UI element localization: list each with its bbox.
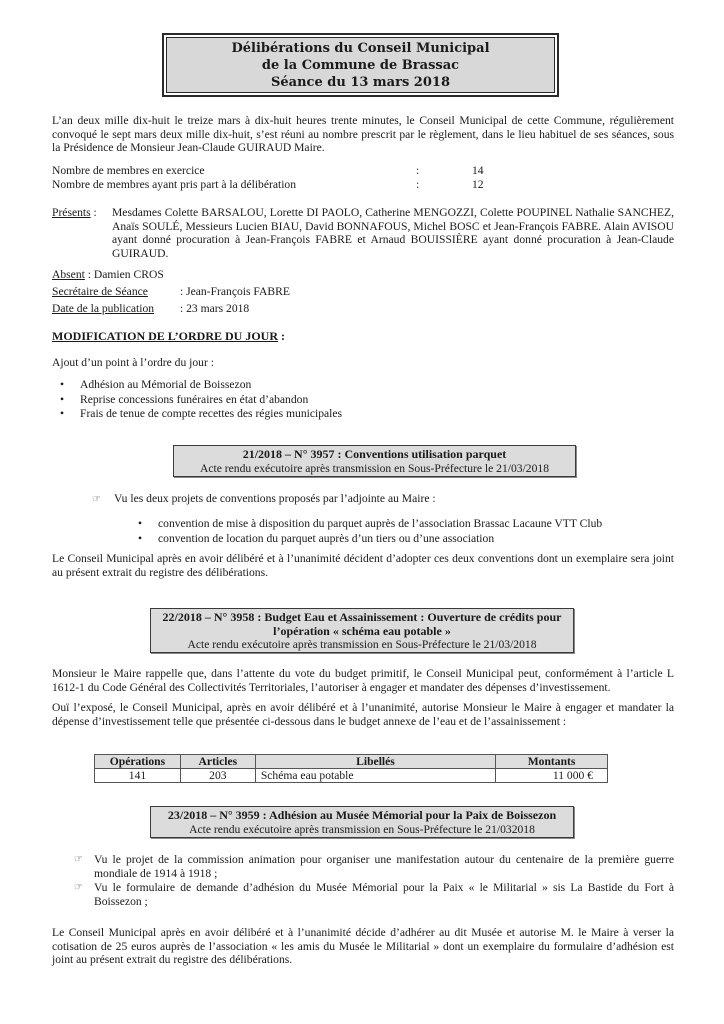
pointing-hand-icon: ☞	[92, 494, 101, 505]
members-row	[52, 164, 674, 178]
document-header	[162, 33, 559, 97]
members-row	[52, 178, 674, 192]
act-2-title-line2: l’opération « schéma eau potable »	[273, 623, 451, 638]
modification-heading: MODIFICATION DE L’ORDRE DU JOUR	[52, 329, 279, 343]
act-1-decision: Le Conseil Municipal après en avoir délibéré et à l’unanimité décident d’adopter ces deux conventions dont un exemplaire sera joint au présent extrait du registre des délibérations.	[52, 552, 674, 579]
act-1-box	[173, 445, 576, 477]
publication-value: : 23 mars 2018	[180, 302, 250, 315]
pointing-hand-icon: ☞	[74, 882, 83, 893]
act-2-subtitle: Acte rendu exécutoire après transmission en Sous-Préfecture le 21/03/2018	[187, 638, 537, 651]
publication-line	[52, 302, 452, 316]
presents-block	[52, 206, 674, 260]
members-value: 12	[472, 178, 484, 191]
cell-article: 203	[180, 769, 255, 783]
publication-label: Date de la publication	[52, 302, 155, 315]
act-1-list	[130, 517, 690, 546]
act-3-vu-block	[74, 853, 674, 908]
absent-line	[52, 268, 164, 282]
pointing-hand-icon: ☞	[74, 854, 83, 865]
modification-intro: Ajout d’un point à l’ordre du jour :	[52, 356, 214, 369]
modification-heading-wrap	[52, 330, 285, 344]
header-title: Délibérations du Conseil Municipal	[231, 41, 490, 56]
act-3-subtitle: Acte rendu exécutoire après transmission en Sous-Préfecture le 21/032018	[189, 822, 535, 836]
intro-paragraph: L’an deux mille dix-huit le treize mars à dix-huit heures trente minutes, le Conseil Municipal de cette Commune, régulièrement convoqué le sept mars deux mille dix-huit, s’est réuni au nombre prescrit par le règlement, dans le lieu habituel de ses séances, sous la Présidence de Monsieur Jean-Claude GUIRAUD Maire.	[52, 114, 674, 154]
act-2-box	[150, 608, 574, 653]
list-item: • Frais de tenue de compte recettes des régies municipales	[52, 407, 652, 422]
column-header: Montants	[496, 755, 608, 769]
act-2-title-line1: 22/2018 – N° 3958 : Budget Eau et Assainissement : Ouverture de crédits pour	[162, 610, 562, 624]
secretaire-value: : Jean-François FABRE	[180, 285, 290, 298]
act-3-vu-text: Vu le projet de la commission animation pour organiser une manifestation autour du centenaire de la première guerre mondiale de 1914 à 1918 ;	[94, 853, 674, 880]
column-header: Articles	[180, 755, 255, 769]
members-label: Nombre de membres en exercice	[52, 164, 205, 177]
list-item: • Adhésion au Mémorial de Boissezon	[52, 378, 652, 393]
cell-operation: 141	[95, 769, 181, 783]
modification-heading-suffix: :	[278, 329, 286, 343]
members-sep: :	[416, 178, 420, 191]
act-3-vu-item	[74, 853, 674, 880]
members-value: 14	[472, 164, 484, 177]
act-1-title: 21/2018 – N° 3957 : Conventions utilisation parquet	[242, 447, 507, 461]
budget-table	[94, 754, 608, 783]
members-label: Nombre de membres ayant pris part à la délibération	[52, 178, 297, 191]
act-1-vu-text: Vu les deux projets de conventions proposés par l’adjointe au Maire :	[114, 492, 436, 505]
act-3-box	[150, 806, 574, 838]
header-commune: de la Commune de Brassac	[261, 58, 460, 73]
act-2-paragraph-1: Monsieur le Maire rappelle que, dans l’attente du vote du budget primitif, le Conseil Municipal peut, conformément à l’article L 1612-1 du Code Général des Collectivités Territoriales, l’autoriser à engager et mandater des dépenses d’investissement.	[52, 667, 674, 694]
presents-label: Présents	[52, 206, 91, 219]
modification-list	[52, 378, 652, 422]
list-item: • convention de mise à disposition du parquet auprès de l’association Brassac Lacaune VTT Club	[130, 517, 690, 532]
secretaire-line	[52, 285, 452, 299]
act-3-vu-item	[74, 881, 674, 908]
column-header: Opérations	[95, 755, 181, 769]
act-2-paragraph-2: Ouï l’exposé, le Conseil Municipal, après en avoir délibéré et à l’unanimité, autorise Monsieur le Maire à engager et mandater la dépense d’investissement telle que présentée ci-dessous dans le budget annexe de l’eau et de l’assainissement :	[52, 701, 674, 728]
cell-montant: 11 000 €	[496, 769, 608, 783]
act-1-vu	[92, 492, 436, 507]
presents-sep: :	[90, 206, 97, 219]
column-header: Libellés	[255, 755, 495, 769]
act-3-title: 23/2018 – N° 3959 : Adhésion au Musée Mémorial pour la Paix de Boissezon	[167, 808, 557, 822]
table-header-row	[95, 755, 608, 769]
secretaire-label: Secrétaire de Séance	[52, 285, 148, 298]
list-item: • convention de location du parquet auprès d’un tiers ou d’une association	[130, 532, 690, 547]
header-session-date: Séance du 13 mars 2018	[271, 75, 450, 90]
absent-value: : Damien CROS	[84, 268, 164, 281]
list-item: • Reprise concessions funéraires en état d’abandon	[52, 393, 652, 408]
members-sep: :	[416, 164, 420, 177]
document-header-inner	[166, 37, 555, 93]
absent-label: Absent	[52, 268, 85, 281]
act-3-decision: Le Conseil Municipal après en avoir délibéré et à l’unanimité décide d’adhérer au dit Musée et autorise M. le Maire à verser la cotisation de 25 euros auprès de l’association « les amis du Musée le Militarial » dont un exemplaire du formulaire d’adhésion est joint au présent extrait du registre des délibérations.	[52, 926, 674, 966]
cell-libelle: Schéma eau potable	[255, 769, 495, 783]
act-1-subtitle: Acte rendu exécutoire après transmission en Sous-Préfecture le 21/03/2018	[200, 461, 549, 475]
presents-label-wrap	[52, 206, 97, 220]
presents-text: Mesdames Colette BARSALOU, Lorette DI PAOLO, Catherine MENGOZZI, Colette POUPINEL Nathalie SANCHEZ, Anaïs SOULÉ, Messieurs Lucien BIAU, David BONNAFOUS, Michel BOSC et Jean-François FABRE. Alain AVISOU ayant donné procuration à Jean-François FABRE et Arnaud BOUISSIÈRE ayant donné procuration à Jean-Claude GUIRAUD.	[112, 206, 674, 260]
table-row	[95, 769, 608, 783]
act-3-vu-text: Vu le formulaire de demande d’adhésion du Musée Mémorial pour la Paix « le Militarial » sis La Bastide du Fort à Boissezon ;	[94, 881, 674, 908]
